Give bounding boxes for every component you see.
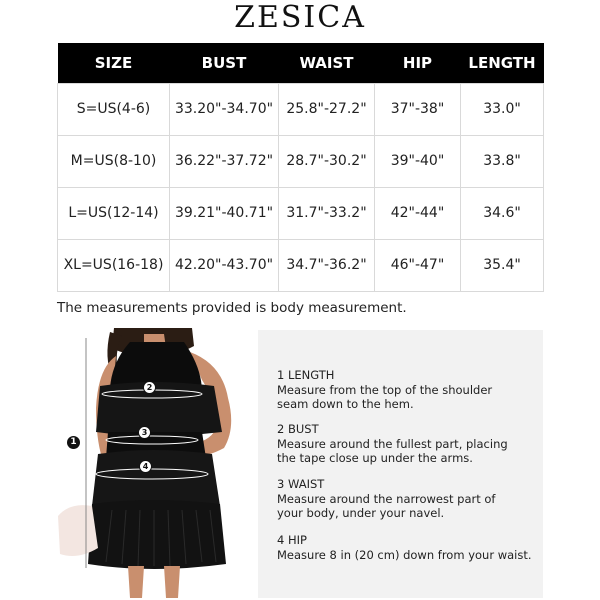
table-row	[58, 239, 544, 291]
guide-hip-title: 4 HIP	[277, 533, 307, 547]
guide-waist-line1: Measure around the narrowest part of	[277, 491, 496, 506]
guide-bust	[277, 422, 537, 466]
cell-hip: 39"-40"	[375, 135, 461, 187]
header-hip: HIP	[375, 43, 461, 83]
cell-bust: 42.20"-43.70"	[170, 239, 279, 291]
cell-waist: 28.7"-30.2"	[279, 135, 375, 187]
cell-size: L=US(12-14)	[58, 187, 170, 239]
cell-bust: 33.20"-34.70"	[170, 83, 279, 135]
model-photo	[52, 328, 252, 598]
table-row	[58, 83, 544, 135]
guide-hip-line1: Measure 8 in (20 cm) down from your waist.	[277, 547, 532, 562]
measurement-guide-panel	[258, 330, 543, 598]
header-size: SIZE	[58, 43, 170, 83]
guide-length	[277, 368, 537, 412]
cell-waist: 34.7"-36.2"	[279, 239, 375, 291]
cell-size: S=US(4-6)	[58, 83, 170, 135]
header-waist: WAIST	[279, 43, 375, 83]
guide-waist-line2: your body, under your navel.	[277, 506, 445, 520]
measurement-note: The measurements provided is body measurement.	[57, 300, 407, 316]
guide-bust-line2: the tape close up under the arms.	[277, 451, 473, 465]
guide-length-line2: seam down to the hem.	[277, 397, 414, 411]
marker-waist: 3	[138, 426, 151, 439]
marker-hip: 4	[139, 460, 152, 473]
cell-waist: 31.7"-33.2"	[279, 187, 375, 239]
brand-logo: ZESICA	[234, 0, 366, 35]
cell-hip: 37"-38"	[375, 83, 461, 135]
header-length: LENGTH	[461, 43, 544, 83]
table-row	[58, 187, 544, 239]
cell-waist: 25.8"-27.2"	[279, 83, 375, 135]
guide-waist	[277, 477, 537, 521]
guide-hip	[277, 533, 537, 562]
cell-length: 33.0"	[461, 83, 544, 135]
guide-length-line1: Measure from the top of the shoulder	[277, 382, 493, 397]
marker-bust: 2	[143, 381, 156, 394]
guide-bust-title: 2 BUST	[277, 422, 319, 436]
cell-hip: 46"-47"	[375, 239, 461, 291]
guide-length-title: 1 LENGTH	[277, 368, 335, 382]
cell-length: 34.6"	[461, 187, 544, 239]
cell-hip: 42"-44"	[375, 187, 461, 239]
cell-bust: 36.22"-37.72"	[170, 135, 279, 187]
cell-size: M=US(8-10)	[58, 135, 170, 187]
cell-length: 35.4"	[461, 239, 544, 291]
guide-bust-line1: Measure around the fullest part, placing	[277, 436, 508, 451]
table-header-row	[58, 43, 544, 83]
marker-length: 1	[67, 436, 80, 449]
header-bust: BUST	[170, 43, 279, 83]
cell-size: XL=US(16-18)	[58, 239, 170, 291]
size-chart-table	[57, 43, 544, 292]
cell-bust: 39.21"-40.71"	[170, 187, 279, 239]
cell-length: 33.8"	[461, 135, 544, 187]
table-row	[58, 135, 544, 187]
dress-illustration	[52, 328, 252, 598]
guide-waist-title: 3 WAIST	[277, 477, 325, 491]
